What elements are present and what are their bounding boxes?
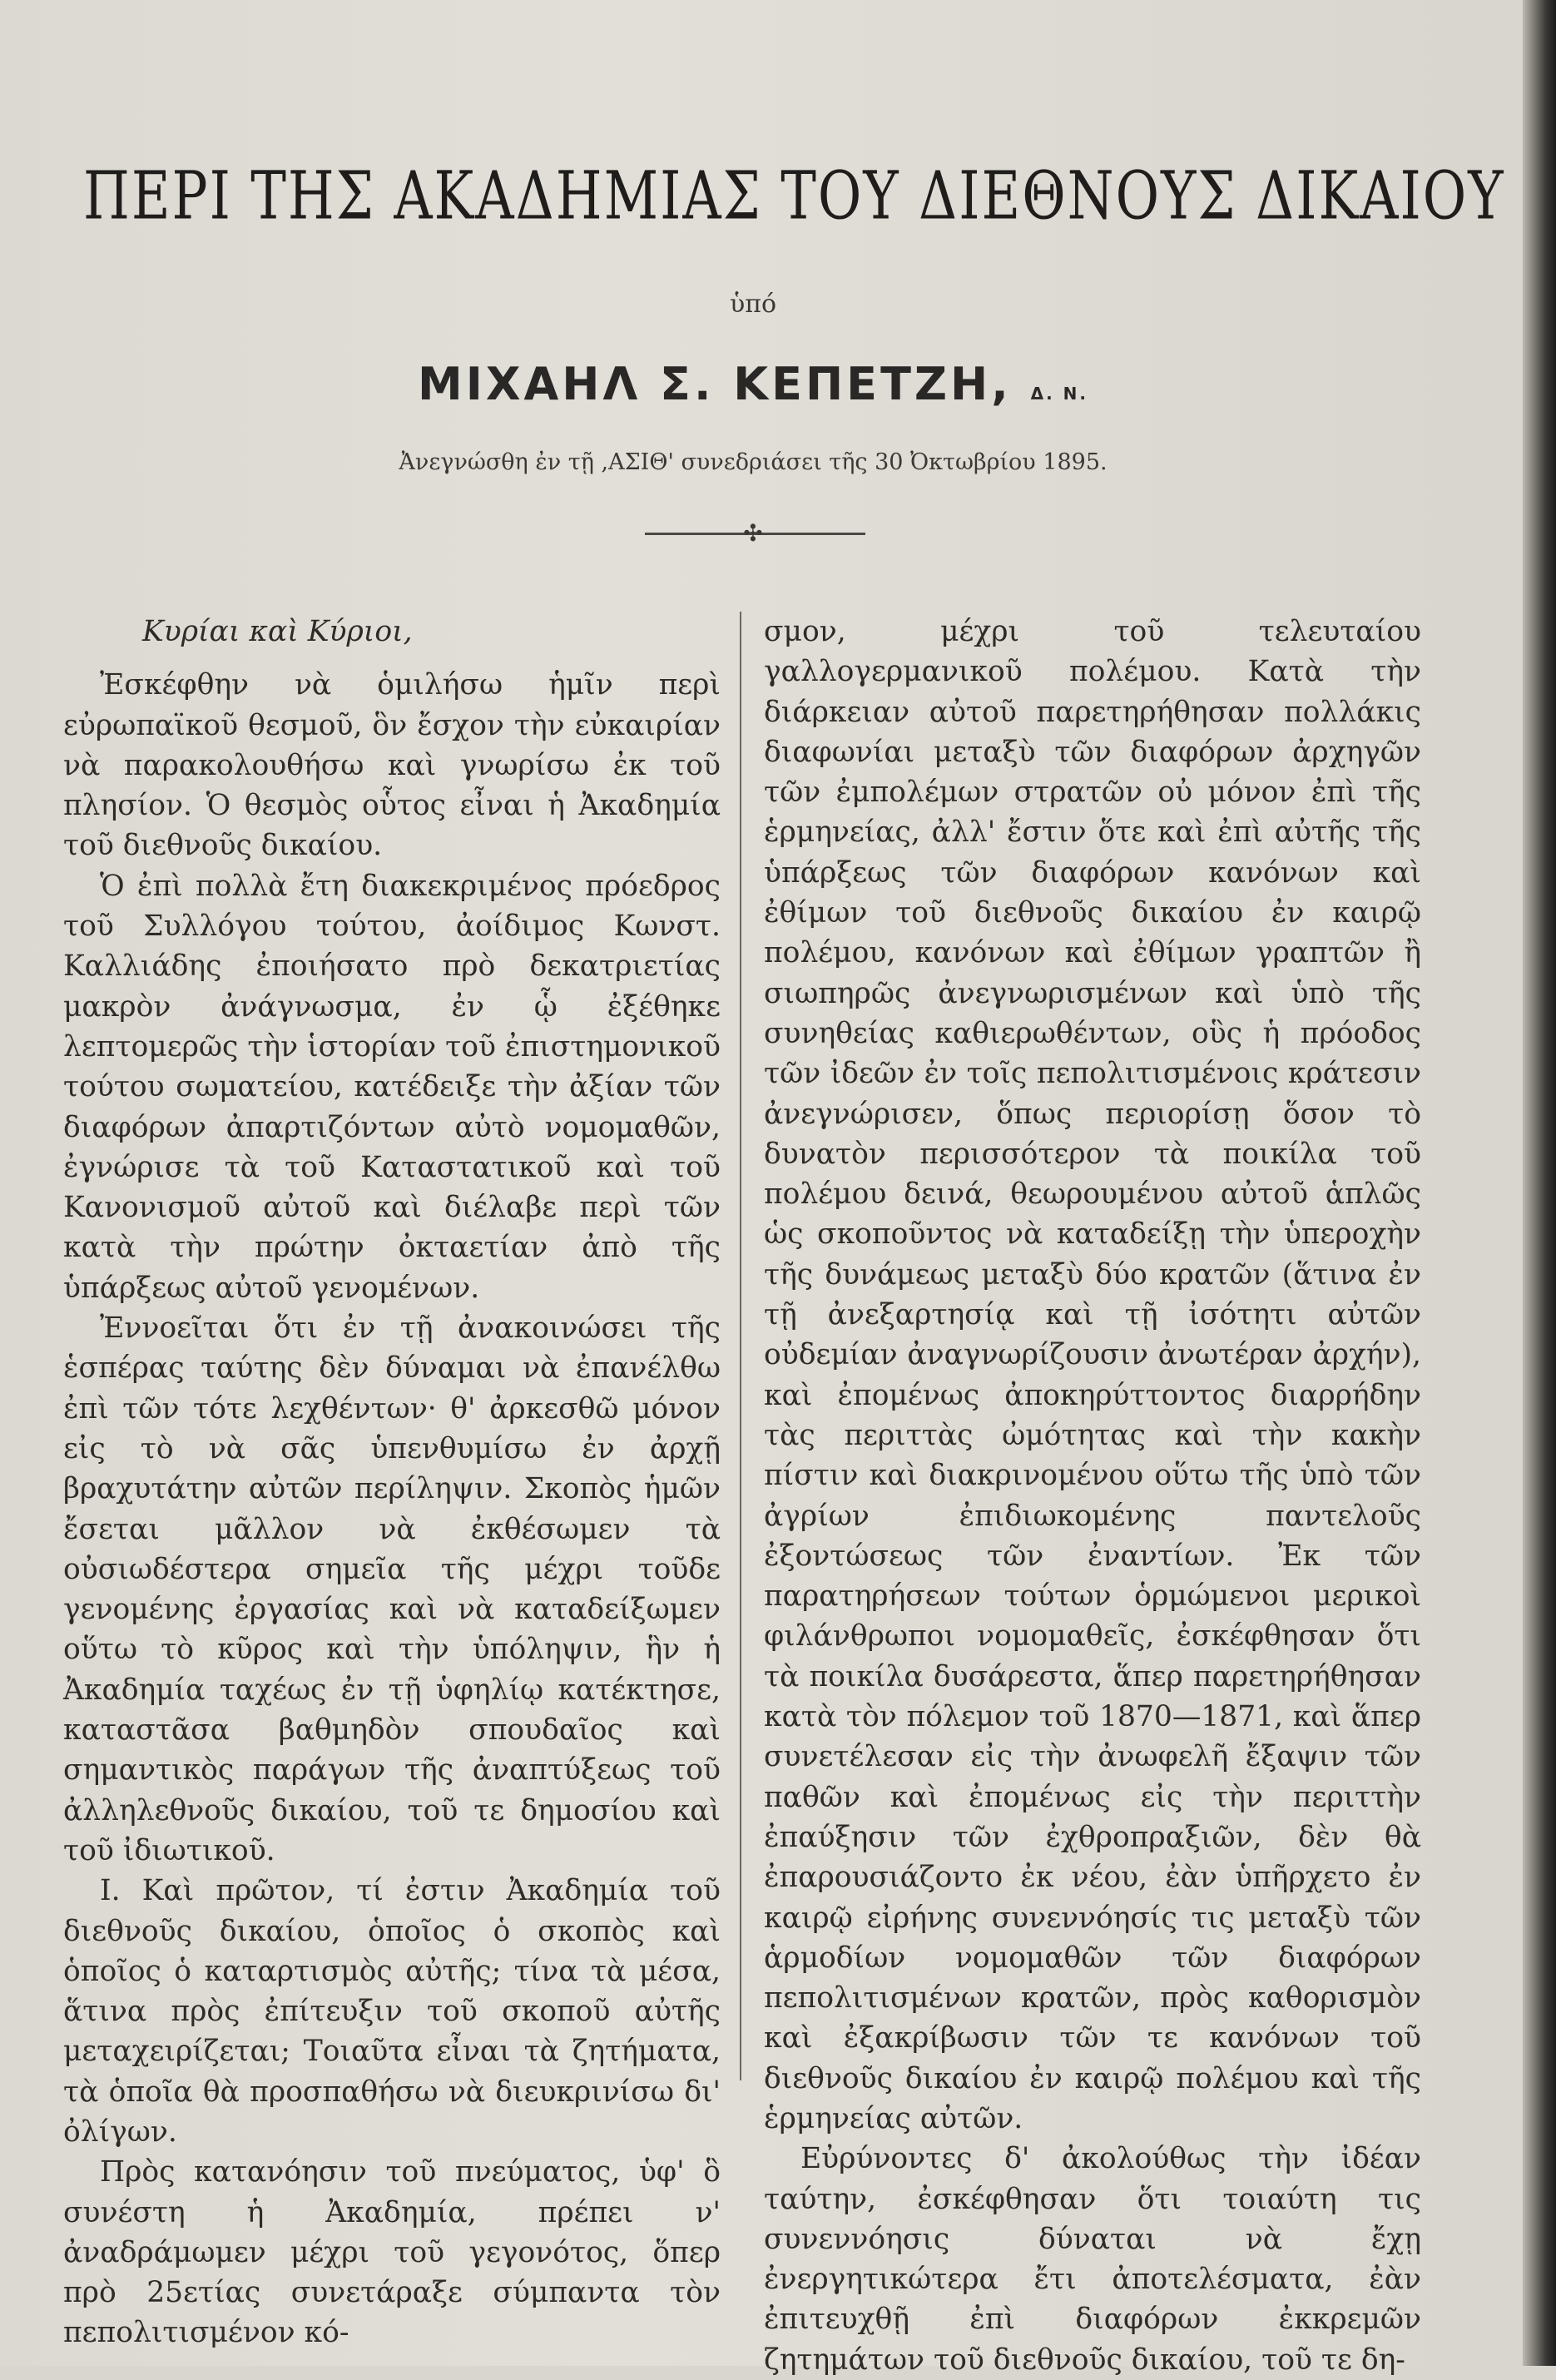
paragraph: Πρὸς κατανόησιν τοῦ πνεύματος, ὑφ' ὃ συνέστη ἡ Ἀκαδημία, πρέπει ν' ἀναδράμωμεν μέχρι τοῦ γεγονότος, ὅπερ πρὸ 25ετίας συνετάραξε σύμπαντα τὸν πεπολιτισμένον κό-	[63, 2155, 721, 2350]
dagger-ornament-icon: ✣	[743, 519, 763, 547]
paragraph: Εὐρύνοντες δ' ἀκολούθως τὴν ἰδέαν ταύτην, ἐσκέφθησαν ὅτι τοιαύτη τις συνεννόησις δύναται νὰ ἔχῃ ἐνεργητικώτερα ἔτι ἀποτελέσματα, ἐὰν ἐπιτευχθῇ ἐπὶ διαφόρων ἐκκρεμῶν ζητημάτων τοῦ διεθνοῦς δικαίου, τοῦ τε δη-	[764, 2142, 1421, 2377]
author-name-text: ΜΙΧΑΗΛ Σ. ΚΕΠΕΤΖΗ,	[418, 358, 1012, 410]
paragraph: Ὁ ἐπὶ πολλὰ ἔτη διακεκριμένος πρόεδρος τοῦ Συλλόγου τούτου, ἀοίδιμος Κωνστ. Καλλιάδης ἐποιήσατο πρὸ δεκατριετίας μακρὸν ἀνάγνωσμα, ἐν ᾧ ἐξέθηκε λεπτομερῶς τὴν ἱστορίαν τοῦ ἐπιστημονικοῦ τούτου σωματείου, κατέδειξε τὴν ἀξίαν τῶν διαφόρων ἀπαρτιζόντων αὐτὸ νομομαθῶν, ἐγνώρισε τὰ τοῦ Καταστατικοῦ καὶ τοῦ Κανονισμοῦ αὐτοῦ καὶ διέλαβε περὶ τῶν κατὰ τὴν πρώτην ὀκταετίαν ἀπὸ τῆς ὑπάρξεως αὐτοῦ γενομένων.	[63, 869, 721, 1305]
author-name	[0, 358, 1506, 410]
article-title: ΠΕΡΙ ΤΗΣ ΑΚΑΔΗΜΙΑΣ ΤΟΥ ΔΙΕΘΝΟΥΣ ΔΙΚΑΙΟΥ	[83, 158, 1505, 236]
byline: ὑπό	[729, 290, 776, 319]
author-degree: Δ. Ν.	[1030, 384, 1088, 404]
reading-note: Ἀνεγνώσθη ἐν τῇ ,ΑΣΙΘ' συνεδριάσει τῆς 30 Ὀκτωβρίου 1895.	[399, 449, 1108, 475]
right-column	[764, 612, 1421, 2380]
book-spine-edge	[1523, 0, 1556, 2366]
paragraph: I. Καὶ πρῶτον, τί ἐστιν Ἀκαδημία τοῦ διεθνοῦς δικαίου, ὁποῖος ὁ σκοπὸς καὶ ὁποῖος ὁ καταρτισμὸς αὐτῆς; τίνα τὰ μέσα, ἅτινα πρὸς ἐπίτευξιν τοῦ σκοποῦ αὐτῆς μεταχειρίζεται; Τοιαῦτα εἶναι τὰ ζητήματα, τὰ ὁποῖα θὰ προσπαθήσω νὰ διευκρινίσω δι' ὀλίγων.	[63, 1874, 721, 2149]
paragraph: σμον, μέχρι τοῦ τελευταίου γαλλογερμανικοῦ πολέμου. Κατὰ τὴν διάρκειαν αὐτοῦ παρετηρήθησαν πολλάκις διαφωνίαι μεταξὺ τῶν διαφόρων ἀρχηγῶν τῶν ἐμπολέμων στρατῶν οὐ μόνον ἐπὶ τῆς ἑρμηνείας, ἀλλ' ἔστιν ὅτε καὶ ἐπὶ αὐτῆς τῆς ὑπάρξεως τῶν διαφόρων κανόνων καὶ ἐθίμων τοῦ διεθνοῦς δικαίου ἐν καιρῷ πολέμου, κανόνων καὶ ἐθίμων γραπτῶν ἢ σιωπηρῶς ἀνεγνωρισμένων καὶ ὑπὸ τῆς συνηθείας καθιερωθέντων, οὓς ἡ πρόοδος τῶν ἰδεῶν ἐν τοῖς πεπολιτισμένοις κράτεσιν ἀνεγνώρισεν, ὅπως περιορίσῃ ὅσον τὸ δυνατὸν περισσότερον τὰ ποικίλα τοῦ πολέμου δεινά, θεωρουμένου αὐτοῦ ἁπλῶς ὡς σκοποῦντος νὰ καταδείξῃ τὴν ὑπεροχὴν τῆς δυνάμεως μεταξὺ δύο κρατῶν (ἅτινα ἐν τῇ ἀνεξαρτησίᾳ καὶ τῇ ἰσότητι αὐτῶν οὐδεμίαν ἀναγνωρίζουσιν ἀνωτέραν ἀρχήν), καὶ ἐπομένως ἀποκηρύττοντος διαρρήδην τὰς περιττὰς ὠμότητας καὶ τὴν κακὴν πίστιν καὶ διακρινομένου οὕτω τῆς ὑπὸ τῶν ἀγρίων ἐπιδιωκομένης παντελοῦς ἐξοντώσεως τῶν ἐναντίων. Ἐκ τῶν παρατηρήσεων τούτων ὁρμώμενοι μερικοὶ φιλάνθρωποι νομομαθεῖς, ἐσκέφθησαν ὅτι τὰ ποικίλα δυσάρεστα, ἅπερ παρετηρήθησαν κατὰ τὸν πόλεμον τοῦ 1870—1871, καὶ ἅπερ συνετέλεσαν εἰς τὴν ἀνωφελῆ ἔξαψιν τῶν παθῶν καὶ ἐπομένως εἰς τὴν περιττὴν ἐπαύξησιν τῶν ἐχθροπραξιῶν, δὲν θὰ ἐπαρουσιάζοντο ἐκ νέου, ἐὰν ὑπῆρχετο ἐν καιρῷ εἰρήνης συνεννόησίς τις μεταξὺ τῶν ἁρμοδίων νομομαθῶν τῶν διαφόρων πεπολιτισμένων κρατῶν, πρὸς καθορισμὸν καὶ ἐξακρίβωσιν τῶν τε κανόνων τοῦ διεθνοῦς δικαίου ἐν καιρῷ πολέμου καὶ τῆς ἑρμηνείας αὐτῶν.	[764, 615, 1421, 2135]
paragraph: Ἐννοεῖται ὅτι ἐν τῇ ἀνακοινώσει τῆς ἑσπέρας ταύτης δὲν δύναμαι νὰ ἐπανέλθω ἐπὶ τῶν τότε λεχθέντων· θ' ἀρκεσθῶ μόνον εἰς τὸ νὰ σᾶς ὑπενθυμίσω ἐν ἀρχῇ βραχυτάτην αὐτῶν περίληψιν. Σκοπὸς ἡμῶν ἔσεται μᾶλλον νὰ ἐκθέσωμεν τὰ οὐσιωδέστερα σημεῖα τῆς μέχρι τοῦδε γενομένης ἐργασίας καὶ νὰ καταδείξωμεν οὕτω τὸ κῦρος καὶ τὴν ὑπόληψιν, ἣν ἡ Ἀκαδημία ταχέως ἐν τῇ ὑφηλίῳ κατέκτησε, καταστᾶσα βαθμηδὸν σπουδαῖος καὶ σημαντικὸς παράγων τῆς ἀναπτύξεως τοῦ ἀλληλεθνοῦς δικαίου, τοῦ τε δημοσίου καὶ τοῦ ἰδιωτικοῦ.	[63, 1311, 721, 1867]
paragraph: Ἐσκέφθην νὰ ὁμιλήσω ἡμῖν περὶ εὐρωπαϊκοῦ θεσμοῦ, ὃν ἔσχον τὴν εὐκαιρίαν νὰ παρακολουθήσω καὶ γνωρίσω ἐκ τοῦ πλησίον. Ὁ θεσμὸς οὗτος εἶναι ἡ Ἀκαδημία τοῦ διεθνοῦς δικαίου.	[63, 668, 721, 863]
column-divider	[740, 612, 741, 2080]
left-column	[63, 612, 721, 2353]
salutation: Κυρίαι καὶ Κύριοι,	[142, 615, 413, 648]
